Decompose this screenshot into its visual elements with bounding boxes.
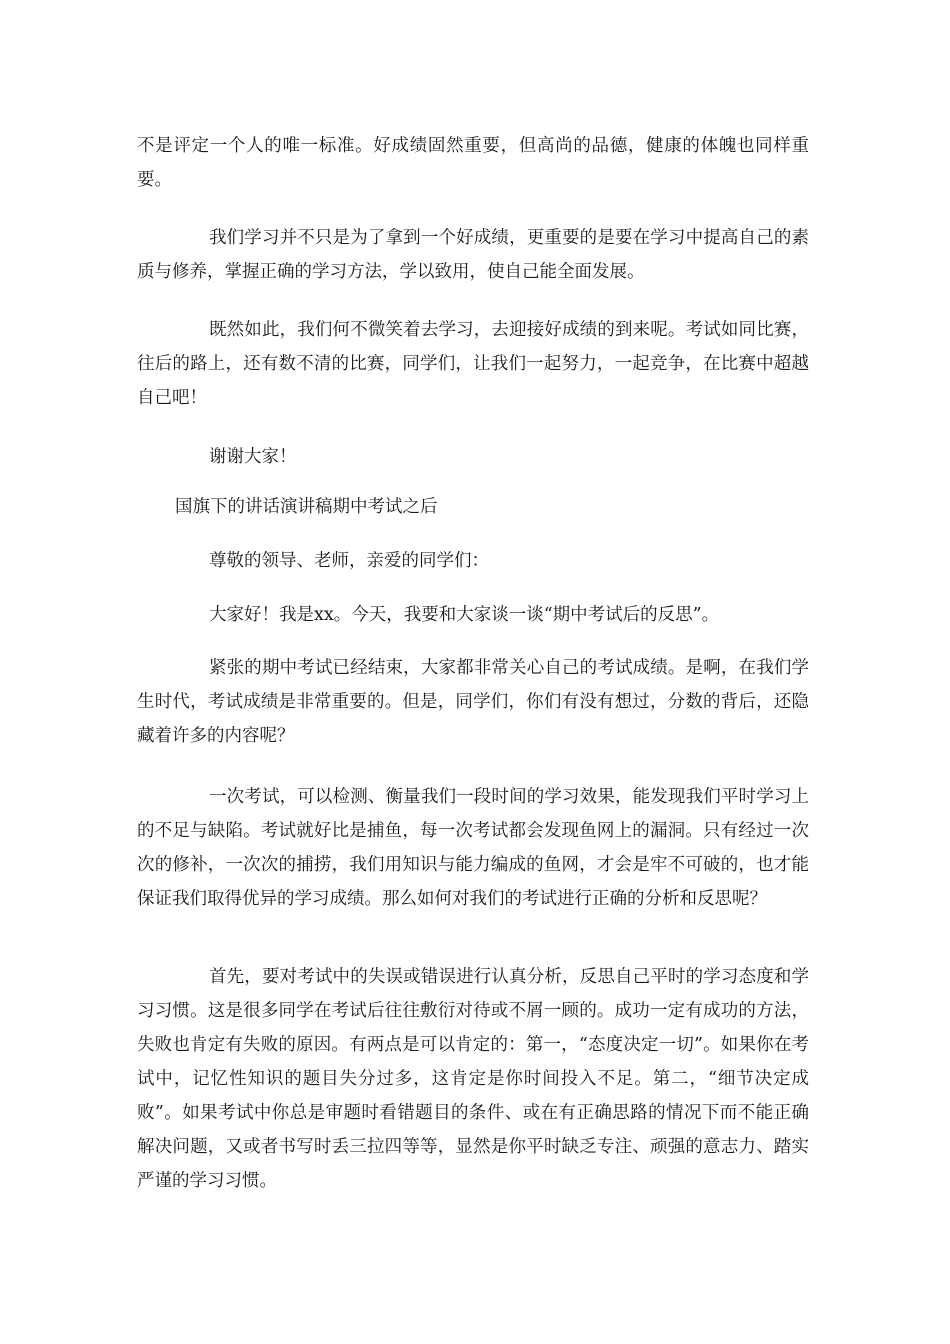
speech-title: 国旗下的讲话演讲稿期中考试之后 — [175, 497, 438, 517]
paragraph-exam-over: 紧张的期中考试已经结束，大家都非常关心自己的考试成绩。是啊，在我们学生时代，考试成绩是非常重要的。但是，同学们，你们有没有想过，分数的背后，还隐藏着许多的内容呢？ — [137, 658, 809, 746]
paragraph-smile-study: 既然如此，我们何不微笑着去学习，去迎接好成绩的到来呢。考试如同比赛，往后的路上，还有数不清的比赛，同学们，让我们一起努力，一起竞争，在比赛中超越自己吧！ — [137, 320, 809, 408]
paragraph-greeting: 大家好！我是xx。今天，我要和大家谈一谈“期中考试后的反思”。 — [209, 605, 720, 625]
paragraph-first-analysis: 首先，要对考试中的失误或错误进行认真分析，反思自己平时的学习态度和学习习惯。这是很多同学在考试后往往敷衍对待或不屑一顾的。成功一定有成功的方法，失败也肯定有失败的原因。有两点是可以肯定的：第一，“态度决定一切”。如果你在考试中，记忆性知识的题目失分过多，这肯定是你时间投入不足。第二，“细节决定成败”。如果考试中你总是审题时看错题目的条件、或在有正确思路的情况下而不能正确解决问题，又或者书写时丢三拉四等等，显然是你平时缺乏专注、顽强的意志力、踏实严谨的学习习惯。 — [137, 967, 809, 1191]
paragraph-fishing-analogy: 一次考试，可以检测、衡量我们一段时间的学习效果，能发现我们平时学习上的不足与缺陷。考试就好比是捕鱼，每一次考试都会发现鱼网上的漏洞。只有经过一次次的修补，一次次的捕捞，我们用知识与能力编成的鱼网，才会是牢不可破的，也才能保证我们取得优异的学习成绩。那么如何对我们的考试进行正确的分析和反思呢？ — [137, 787, 809, 909]
paragraph-continuation: 不是评定一个人的唯一标准。好成绩固然重要，但高尚的品德，健康的体魄也同样重要。 — [137, 136, 809, 190]
paragraph-study-purpose: 我们学习并不只是为了拿到一个好成绩，更重要的是要在学习中提高自己的素质与修养，掌握正确的学习方法，学以致用，使自己能全面发展。 — [137, 228, 809, 282]
paragraph-salutation: 尊敬的领导、老师，亲爱的同学们： — [209, 551, 489, 571]
paragraph-thanks: 谢谢大家！ — [209, 447, 297, 467]
